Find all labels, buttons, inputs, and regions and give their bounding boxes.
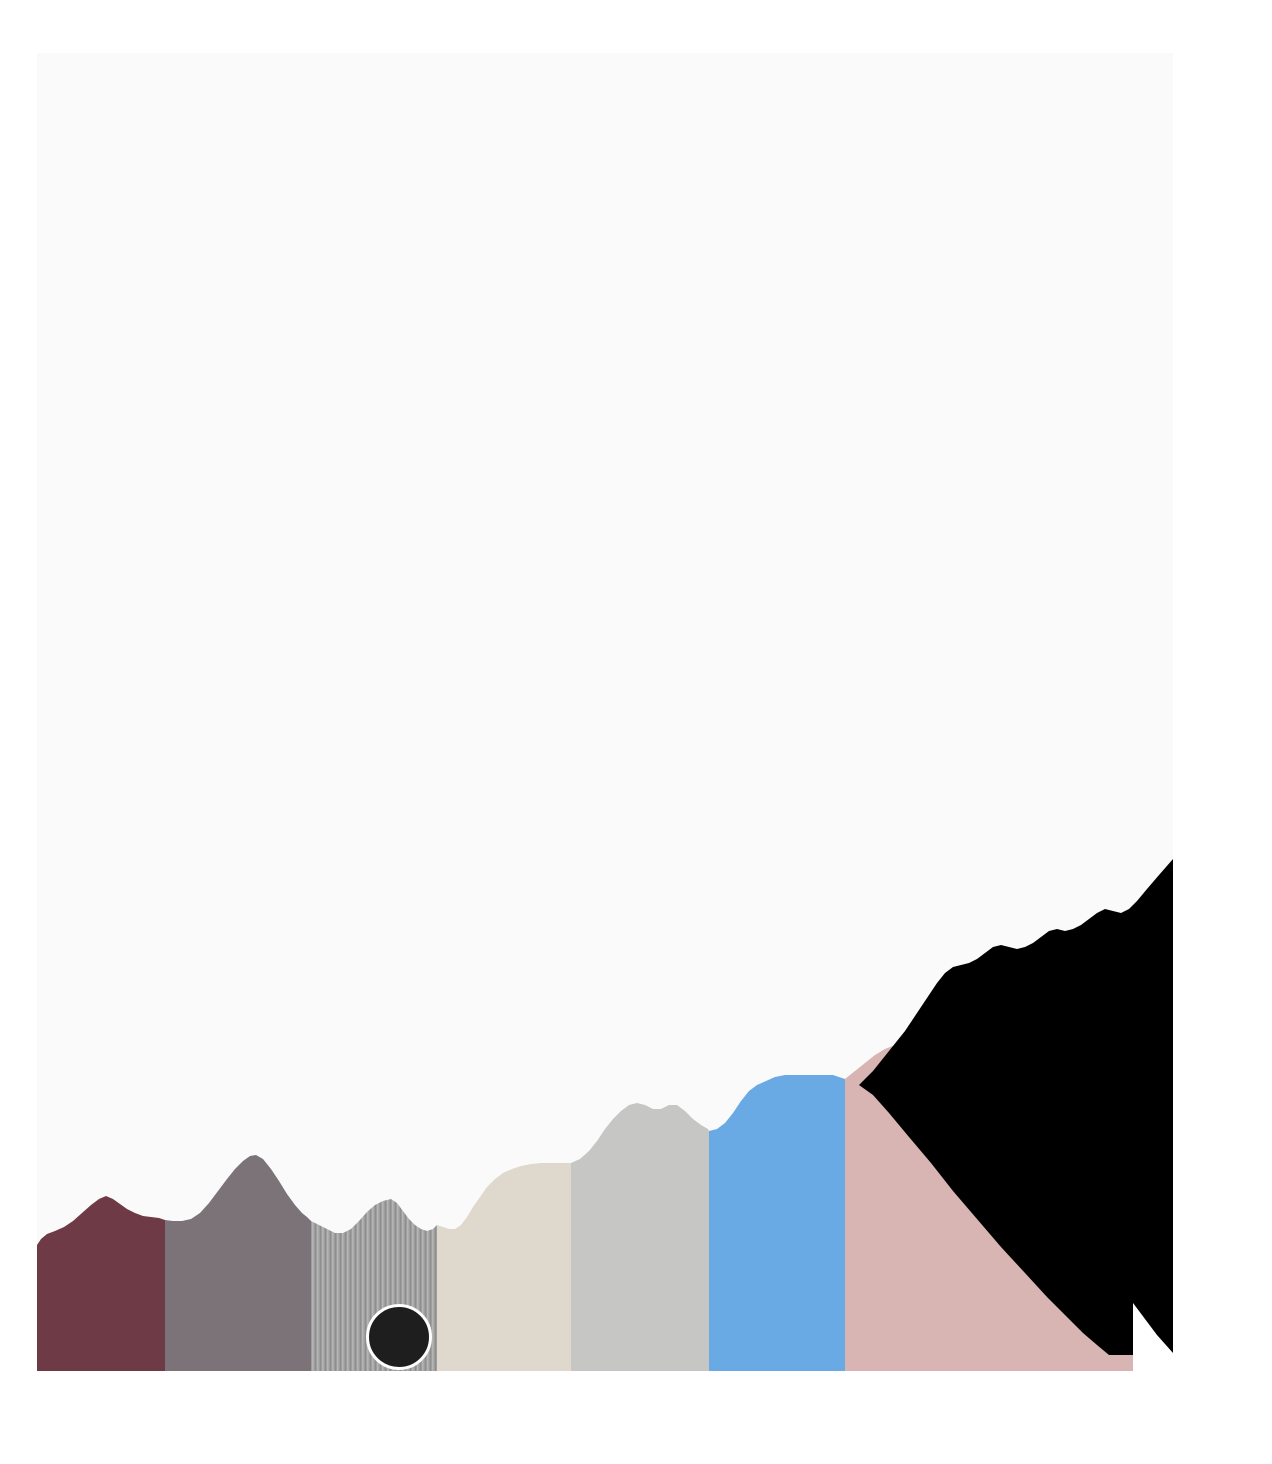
plot-area [37,53,1173,1371]
area-band-8-fill [37,53,1173,1371]
point-marker[interactable] [366,1304,432,1370]
